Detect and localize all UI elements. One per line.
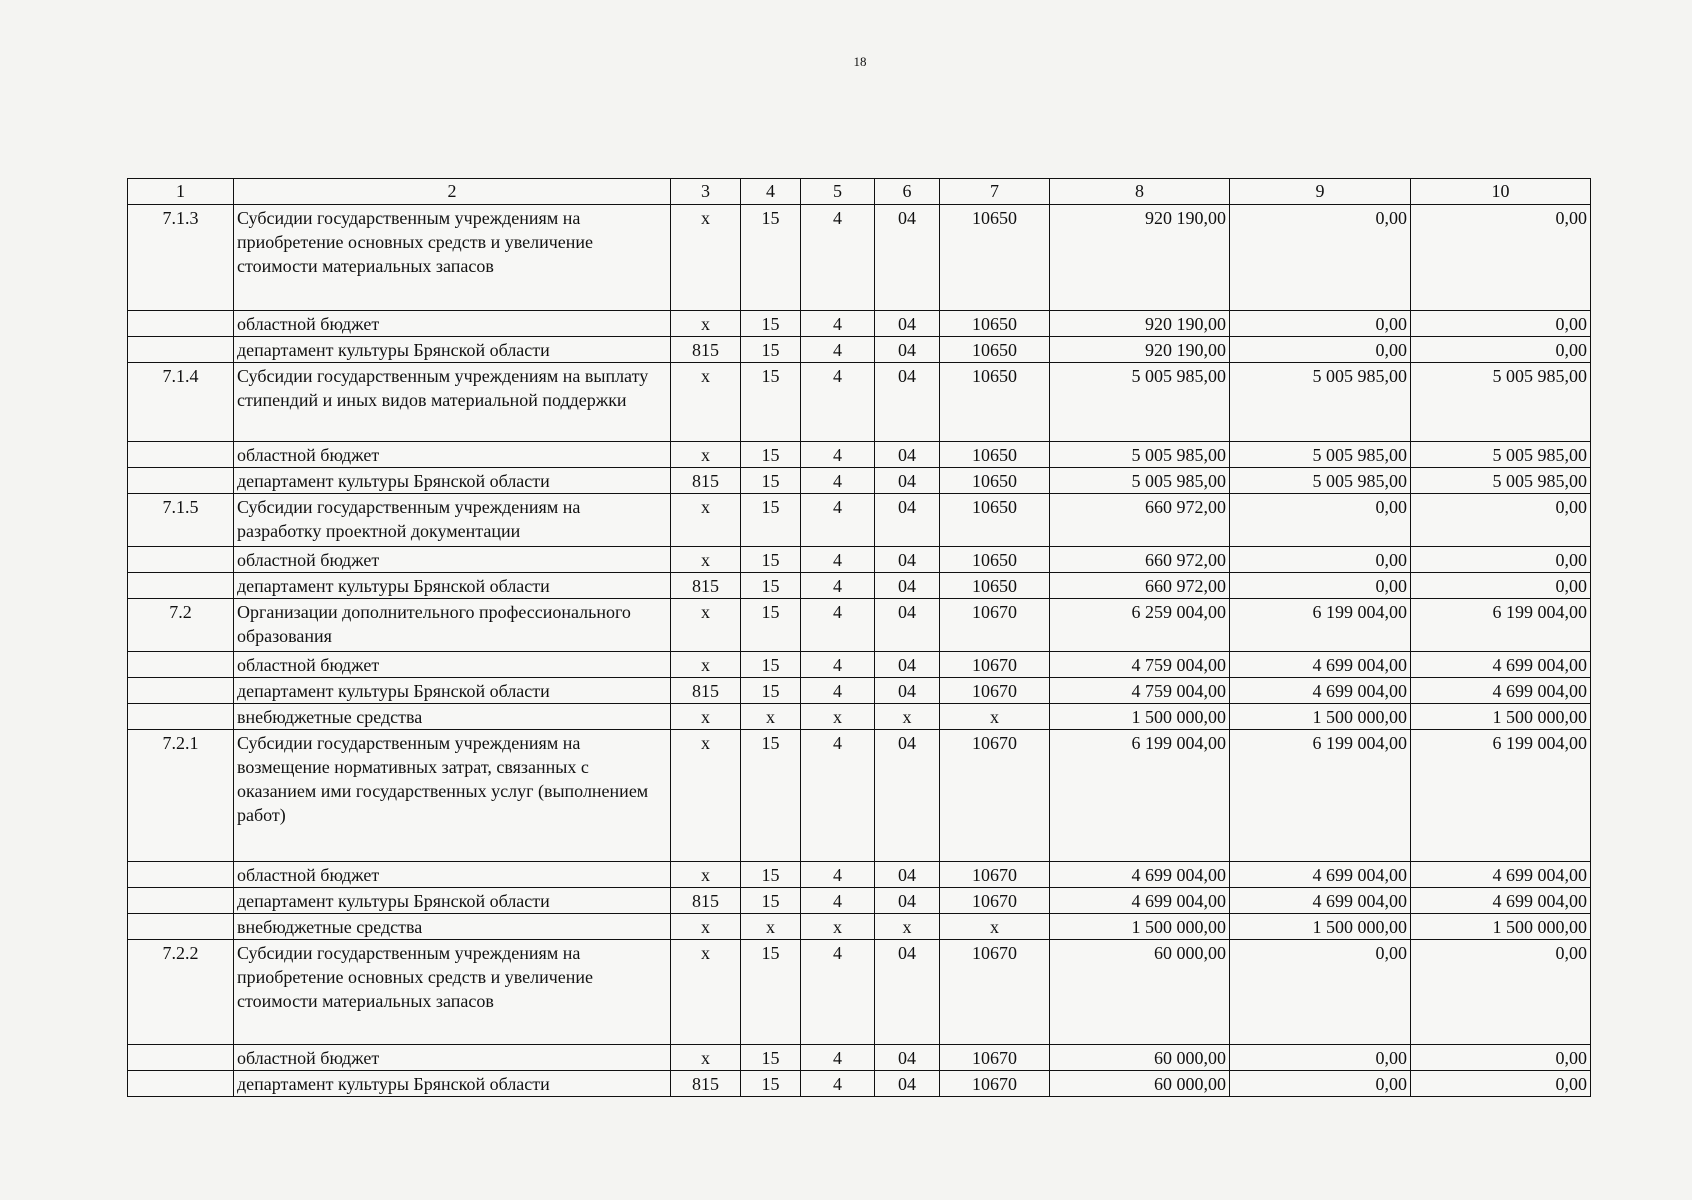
- col4-cell: 15: [741, 888, 801, 914]
- header-cell: 5: [801, 179, 875, 205]
- item-number-cell: 7.1.5: [128, 494, 234, 547]
- amount-col9-cell: 0,00: [1230, 1045, 1411, 1071]
- col3-cell: 815: [671, 573, 741, 599]
- table-row: [128, 678, 1591, 704]
- col7-code-cell: 10670: [940, 730, 1050, 862]
- col3-cell: 815: [671, 888, 741, 914]
- col7-code-cell: х: [940, 704, 1050, 730]
- description-cell: Субсидии государственным учреждениям на выплату стипендий и иных видов материальной поддержки: [234, 363, 671, 442]
- table-row: [128, 862, 1591, 888]
- col4-cell: 15: [741, 599, 801, 652]
- amount-col9-cell: 0,00: [1230, 940, 1411, 1045]
- table-row: [128, 573, 1591, 599]
- table-row: [128, 1045, 1591, 1071]
- col4-cell: 15: [741, 494, 801, 547]
- header-cell: 2: [234, 179, 671, 205]
- col3-cell: х: [671, 205, 741, 311]
- col6-cell: 04: [875, 888, 940, 914]
- item-number-cell: [128, 888, 234, 914]
- table-row: [128, 1071, 1591, 1097]
- col3-cell: х: [671, 1045, 741, 1071]
- col5-cell: х: [801, 704, 875, 730]
- description-cell: Субсидии государственным учреждениям на возмещение нормативных затрат, связанных с оказанием ими государственных услуг (выполнением работ): [234, 730, 671, 862]
- col6-cell: 04: [875, 862, 940, 888]
- item-number-cell: [128, 1071, 234, 1097]
- amount-col10-cell: 4 699 004,00: [1411, 678, 1591, 704]
- col3-cell: х: [671, 914, 741, 940]
- table-row: [128, 704, 1591, 730]
- budget-table: [127, 178, 1591, 1097]
- item-number-cell: 7.1.3: [128, 205, 234, 311]
- col4-cell: 15: [741, 652, 801, 678]
- amount-col10-cell: 5 005 985,00: [1411, 468, 1591, 494]
- col7-code-cell: 10670: [940, 599, 1050, 652]
- amount-col8-cell: 920 190,00: [1050, 311, 1230, 337]
- amount-col9-cell: 6 199 004,00: [1230, 599, 1411, 652]
- table-row: [128, 888, 1591, 914]
- amount-col9-cell: 6 199 004,00: [1230, 730, 1411, 862]
- amount-col9-cell: 0,00: [1230, 337, 1411, 363]
- amount-col8-cell: 1 500 000,00: [1050, 704, 1230, 730]
- col6-cell: 04: [875, 442, 940, 468]
- col5-cell: х: [801, 914, 875, 940]
- col6-cell: х: [875, 704, 940, 730]
- table-row: [128, 547, 1591, 573]
- col7-code-cell: 10670: [940, 678, 1050, 704]
- amount-col8-cell: 660 972,00: [1050, 573, 1230, 599]
- item-number-cell: 7.1.4: [128, 363, 234, 442]
- amount-col8-cell: 6 199 004,00: [1050, 730, 1230, 862]
- amount-col8-cell: 660 972,00: [1050, 547, 1230, 573]
- amount-col10-cell: 0,00: [1411, 940, 1591, 1045]
- col4-cell: 15: [741, 678, 801, 704]
- col7-code-cell: 10650: [940, 494, 1050, 547]
- amount-col8-cell: 60 000,00: [1050, 1071, 1230, 1097]
- amount-col10-cell: 0,00: [1411, 547, 1591, 573]
- col5-cell: 4: [801, 1045, 875, 1071]
- col6-cell: 04: [875, 573, 940, 599]
- item-number-cell: [128, 442, 234, 468]
- col4-cell: 15: [741, 940, 801, 1045]
- col6-cell: 04: [875, 547, 940, 573]
- amount-col9-cell: 4 699 004,00: [1230, 888, 1411, 914]
- description-cell: областной бюджет: [234, 311, 671, 337]
- col5-cell: 4: [801, 599, 875, 652]
- col3-cell: х: [671, 862, 741, 888]
- col5-cell: 4: [801, 573, 875, 599]
- description-cell: областной бюджет: [234, 442, 671, 468]
- description-cell: Субсидии государственным учреждениям на разработку проектной документации: [234, 494, 671, 547]
- amount-col8-cell: 4 699 004,00: [1050, 862, 1230, 888]
- col3-cell: х: [671, 311, 741, 337]
- col4-cell: 15: [741, 311, 801, 337]
- col7-code-cell: 10650: [940, 311, 1050, 337]
- description-cell: Субсидии государственным учреждениям на приобретение основных средств и увеличение стоимости материальных запасов: [234, 205, 671, 311]
- table-row-section: [128, 940, 1591, 1045]
- col7-code-cell: 10650: [940, 337, 1050, 363]
- amount-col9-cell: 4 699 004,00: [1230, 678, 1411, 704]
- description-cell: внебюджетные средства: [234, 704, 671, 730]
- col3-cell: 815: [671, 468, 741, 494]
- amount-col9-cell: 1 500 000,00: [1230, 914, 1411, 940]
- description-cell: департамент культуры Брянской области: [234, 573, 671, 599]
- amount-col10-cell: 4 699 004,00: [1411, 888, 1591, 914]
- header-cell: 10: [1411, 179, 1591, 205]
- col5-cell: 4: [801, 494, 875, 547]
- amount-col9-cell: 0,00: [1230, 573, 1411, 599]
- table-row: [128, 914, 1591, 940]
- col7-code-cell: 10670: [940, 1071, 1050, 1097]
- col3-cell: х: [671, 652, 741, 678]
- col7-code-cell: 10650: [940, 547, 1050, 573]
- col4-cell: 15: [741, 573, 801, 599]
- amount-col10-cell: 4 699 004,00: [1411, 862, 1591, 888]
- amount-col9-cell: 0,00: [1230, 494, 1411, 547]
- page-number: 18: [853, 54, 867, 69]
- table-row-section: [128, 494, 1591, 547]
- description-cell: областной бюджет: [234, 547, 671, 573]
- col7-code-cell: х: [940, 914, 1050, 940]
- description-cell: областной бюджет: [234, 1045, 671, 1071]
- amount-col9-cell: 0,00: [1230, 311, 1411, 337]
- col7-code-cell: 10650: [940, 468, 1050, 494]
- col7-code-cell: 10670: [940, 862, 1050, 888]
- col4-cell: 15: [741, 468, 801, 494]
- col4-cell: 15: [741, 1071, 801, 1097]
- amount-col10-cell: 0,00: [1411, 311, 1591, 337]
- description-cell: департамент культуры Брянской области: [234, 468, 671, 494]
- amount-col8-cell: 5 005 985,00: [1050, 363, 1230, 442]
- item-number-cell: 7.2.1: [128, 730, 234, 862]
- header-row: [128, 179, 1591, 205]
- col4-cell: 15: [741, 205, 801, 311]
- description-cell: областной бюджет: [234, 862, 671, 888]
- item-number-cell: [128, 652, 234, 678]
- col3-cell: 815: [671, 337, 741, 363]
- description-cell: Субсидии государственным учреждениям на приобретение основных средств и увеличение стоимости материальных запасов: [234, 940, 671, 1045]
- amount-col8-cell: 660 972,00: [1050, 494, 1230, 547]
- amount-col10-cell: 6 199 004,00: [1411, 599, 1591, 652]
- col5-cell: 4: [801, 888, 875, 914]
- col6-cell: 04: [875, 468, 940, 494]
- amount-col9-cell: 4 699 004,00: [1230, 862, 1411, 888]
- amount-col8-cell: 4 699 004,00: [1050, 888, 1230, 914]
- item-number-cell: [128, 573, 234, 599]
- item-number-cell: [128, 704, 234, 730]
- table-row-section: [128, 599, 1591, 652]
- item-number-cell: 7.2.2: [128, 940, 234, 1045]
- col6-cell: 04: [875, 311, 940, 337]
- amount-col9-cell: 0,00: [1230, 1071, 1411, 1097]
- amount-col9-cell: 5 005 985,00: [1230, 468, 1411, 494]
- amount-col8-cell: 60 000,00: [1050, 1045, 1230, 1071]
- col3-cell: х: [671, 940, 741, 1045]
- header-cell: 8: [1050, 179, 1230, 205]
- col3-cell: х: [671, 494, 741, 547]
- description-cell: областной бюджет: [234, 652, 671, 678]
- item-number-cell: [128, 1045, 234, 1071]
- col4-cell: х: [741, 704, 801, 730]
- description-cell: департамент культуры Брянской области: [234, 888, 671, 914]
- col4-cell: 15: [741, 730, 801, 862]
- col6-cell: 04: [875, 678, 940, 704]
- amount-col10-cell: 6 199 004,00: [1411, 730, 1591, 862]
- amount-col8-cell: 4 759 004,00: [1050, 652, 1230, 678]
- col5-cell: 4: [801, 363, 875, 442]
- col4-cell: 15: [741, 442, 801, 468]
- col5-cell: 4: [801, 652, 875, 678]
- amount-col9-cell: 5 005 985,00: [1230, 363, 1411, 442]
- amount-col8-cell: 920 190,00: [1050, 337, 1230, 363]
- description-cell: внебюджетные средства: [234, 914, 671, 940]
- col5-cell: 4: [801, 337, 875, 363]
- col5-cell: 4: [801, 442, 875, 468]
- col3-cell: х: [671, 442, 741, 468]
- col5-cell: 4: [801, 311, 875, 337]
- amount-col10-cell: 5 005 985,00: [1411, 442, 1591, 468]
- col6-cell: 04: [875, 1071, 940, 1097]
- item-number-cell: 7.2: [128, 599, 234, 652]
- header-cell: 1: [128, 179, 234, 205]
- amount-col10-cell: 0,00: [1411, 1045, 1591, 1071]
- table-row-section: [128, 363, 1591, 442]
- col5-cell: 4: [801, 678, 875, 704]
- col6-cell: 04: [875, 652, 940, 678]
- description-cell: Организации дополнительного профессионального образования: [234, 599, 671, 652]
- col7-code-cell: 10670: [940, 888, 1050, 914]
- description-cell: департамент культуры Брянской области: [234, 678, 671, 704]
- col3-cell: х: [671, 547, 741, 573]
- description-cell: департамент культуры Брянской области: [234, 337, 671, 363]
- col4-cell: 15: [741, 363, 801, 442]
- col5-cell: 4: [801, 547, 875, 573]
- table-row-section: [128, 730, 1591, 862]
- amount-col10-cell: 0,00: [1411, 337, 1591, 363]
- amount-col9-cell: 0,00: [1230, 205, 1411, 311]
- col5-cell: 4: [801, 1071, 875, 1097]
- col6-cell: 04: [875, 940, 940, 1045]
- col4-cell: 15: [741, 337, 801, 363]
- amount-col8-cell: 1 500 000,00: [1050, 914, 1230, 940]
- col7-code-cell: 10650: [940, 442, 1050, 468]
- amount-col9-cell: 5 005 985,00: [1230, 442, 1411, 468]
- amount-col9-cell: 0,00: [1230, 547, 1411, 573]
- col4-cell: 15: [741, 1045, 801, 1071]
- amount-col8-cell: 5 005 985,00: [1050, 468, 1230, 494]
- table-row: [128, 311, 1591, 337]
- amount-col10-cell: 0,00: [1411, 494, 1591, 547]
- col3-cell: 815: [671, 678, 741, 704]
- amount-col8-cell: 5 005 985,00: [1050, 442, 1230, 468]
- table-row: [128, 337, 1591, 363]
- col6-cell: 04: [875, 205, 940, 311]
- col5-cell: 4: [801, 468, 875, 494]
- header-cell: 7: [940, 179, 1050, 205]
- item-number-cell: [128, 337, 234, 363]
- col7-code-cell: 10670: [940, 652, 1050, 678]
- col3-cell: 815: [671, 1071, 741, 1097]
- amount-col8-cell: 60 000,00: [1050, 940, 1230, 1045]
- amount-col10-cell: 0,00: [1411, 573, 1591, 599]
- col4-cell: х: [741, 914, 801, 940]
- amount-col10-cell: 1 500 000,00: [1411, 914, 1591, 940]
- table-row: [128, 652, 1591, 678]
- item-number-cell: [128, 914, 234, 940]
- col7-code-cell: 10650: [940, 363, 1050, 442]
- col6-cell: 04: [875, 1045, 940, 1071]
- table-row-section: [128, 205, 1591, 311]
- col7-code-cell: 10670: [940, 1045, 1050, 1071]
- amount-col9-cell: 1 500 000,00: [1230, 704, 1411, 730]
- header-cell: 6: [875, 179, 940, 205]
- col6-cell: х: [875, 914, 940, 940]
- col7-code-cell: 10650: [940, 205, 1050, 311]
- col3-cell: х: [671, 730, 741, 862]
- col7-code-cell: 10670: [940, 940, 1050, 1045]
- col5-cell: 4: [801, 940, 875, 1045]
- header-cell: 9: [1230, 179, 1411, 205]
- col6-cell: 04: [875, 337, 940, 363]
- amount-col8-cell: 920 190,00: [1050, 205, 1230, 311]
- amount-col10-cell: 4 699 004,00: [1411, 652, 1591, 678]
- header-cell: 4: [741, 179, 801, 205]
- description-cell: департамент культуры Брянской области: [234, 1071, 671, 1097]
- col3-cell: х: [671, 704, 741, 730]
- amount-col10-cell: 0,00: [1411, 205, 1591, 311]
- col4-cell: 15: [741, 862, 801, 888]
- table-row: [128, 442, 1591, 468]
- col5-cell: 4: [801, 205, 875, 311]
- header-cell: 3: [671, 179, 741, 205]
- col6-cell: 04: [875, 363, 940, 442]
- col6-cell: 04: [875, 730, 940, 862]
- col3-cell: х: [671, 363, 741, 442]
- item-number-cell: [128, 468, 234, 494]
- amount-col10-cell: 0,00: [1411, 1071, 1591, 1097]
- amount-col9-cell: 4 699 004,00: [1230, 652, 1411, 678]
- item-number-cell: [128, 547, 234, 573]
- item-number-cell: [128, 311, 234, 337]
- col5-cell: 4: [801, 862, 875, 888]
- col6-cell: 04: [875, 599, 940, 652]
- col3-cell: х: [671, 599, 741, 652]
- table-row: [128, 468, 1591, 494]
- col5-cell: 4: [801, 730, 875, 862]
- amount-col8-cell: 6 259 004,00: [1050, 599, 1230, 652]
- item-number-cell: [128, 678, 234, 704]
- amount-col10-cell: 1 500 000,00: [1411, 704, 1591, 730]
- item-number-cell: [128, 862, 234, 888]
- amount-col8-cell: 4 759 004,00: [1050, 678, 1230, 704]
- col6-cell: 04: [875, 494, 940, 547]
- amount-col10-cell: 5 005 985,00: [1411, 363, 1591, 442]
- col4-cell: 15: [741, 547, 801, 573]
- col7-code-cell: 10650: [940, 573, 1050, 599]
